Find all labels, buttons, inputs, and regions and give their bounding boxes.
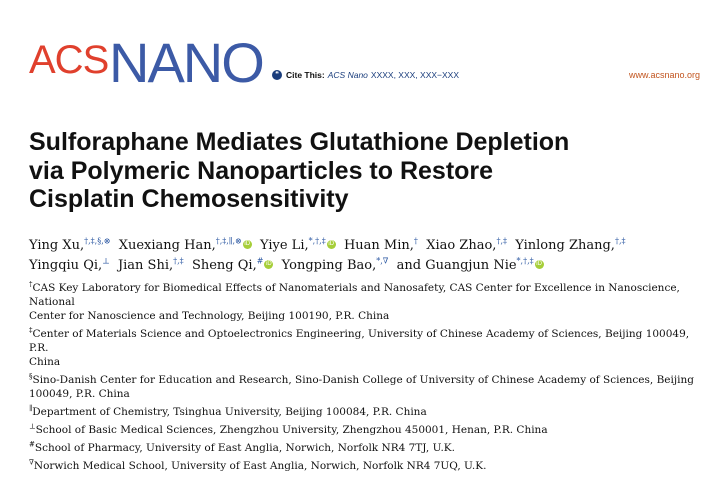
author-line xyxy=(29,236,709,256)
author[interactable]: Xiao Zhao,†,‡ xyxy=(426,236,507,253)
logo-nano: NANO xyxy=(109,31,263,94)
affiliation: ∇Norwich Medical School, University of East Anglia, Norwich, Norfolk NR4 7UQ, U.K. xyxy=(29,458,487,472)
author[interactable]: Yiye Li,*,†,‡ iD xyxy=(260,236,335,253)
author[interactable]: Yingqiu Qi,⊥ xyxy=(29,256,110,273)
cite-label: Cite This: xyxy=(286,70,325,80)
journal-url[interactable]: www.acsnano.org xyxy=(628,70,700,80)
logo-acs: ACS xyxy=(29,38,109,82)
article-title xyxy=(29,128,709,214)
orcid-icon[interactable]: iD xyxy=(536,261,542,267)
affiliation: †CAS Key Laboratory for Biomedical Effects of Nanomaterials and Nanosafety, CAS Center for Excellence in Nanoscience, National Center for Nanoscience and Technology, Beijing 100190, P.R. China xyxy=(29,280,680,322)
author[interactable]: Ying Xu,†,‡,§,⊗ xyxy=(29,236,111,253)
author-line xyxy=(29,256,709,276)
orcid-icon[interactable]: iD xyxy=(328,241,335,247)
cite-ref: XXXX, XXX, XXX−XXX xyxy=(370,70,460,80)
title-line: Sulforaphane Mediates Glutathione Depletion xyxy=(29,128,570,156)
orcid-icon[interactable]: iD xyxy=(244,241,251,247)
title-line: via Polymeric Nanoparticles to Restore xyxy=(29,156,494,185)
affiliation-list xyxy=(29,281,709,477)
affiliation: §Sino-Danish Center for Education and Research, Sino-Danish College of University of Chinese Academy of Sciences, Beijing 100049, P.R. China xyxy=(29,372,694,400)
cite-journal: ACS Nano xyxy=(327,70,368,80)
author[interactable]: Yinlong Zhang,†,‡ xyxy=(515,236,626,253)
author[interactable]: Huan Min,† xyxy=(343,236,418,253)
author[interactable]: Sheng Qi,# iD xyxy=(191,256,272,273)
affiliation: ⊥School of Basic Medical Sciences, Zhengzhou University, Zhengzhou 450001, Henan, P.R. China xyxy=(29,422,548,436)
journal-logo xyxy=(29,28,269,94)
cite-icon: ❝ xyxy=(272,70,282,80)
affiliation: ∥Department of Chemistry, Tsinghua University, Beijing 100084, P.R. China xyxy=(29,404,427,418)
cite-this[interactable] xyxy=(272,70,459,80)
author[interactable]: and Guangjun Nie*,†,‡ iD xyxy=(396,256,542,273)
author-list xyxy=(29,236,709,276)
affiliation: ‡Center of Materials Science and Optoelectronics Engineering, University of Chinese Academy of Sciences, Beijing 100049, P.R. China xyxy=(29,326,690,368)
orcid-icon[interactable]: iD xyxy=(266,261,272,267)
author[interactable]: Xuexiang Han,†,‡,∥,⊗ iD xyxy=(118,236,251,253)
affiliation: #School of Pharmacy, University of East Anglia, Norwich, Norfolk NR4 7TJ, U.K. xyxy=(29,440,455,454)
author[interactable]: Yongping Bao,*,∇ xyxy=(281,256,389,273)
title-line: Cisplatin Chemosensitivity xyxy=(29,185,349,213)
author[interactable]: Jian Shi,†,‡ xyxy=(117,256,184,273)
